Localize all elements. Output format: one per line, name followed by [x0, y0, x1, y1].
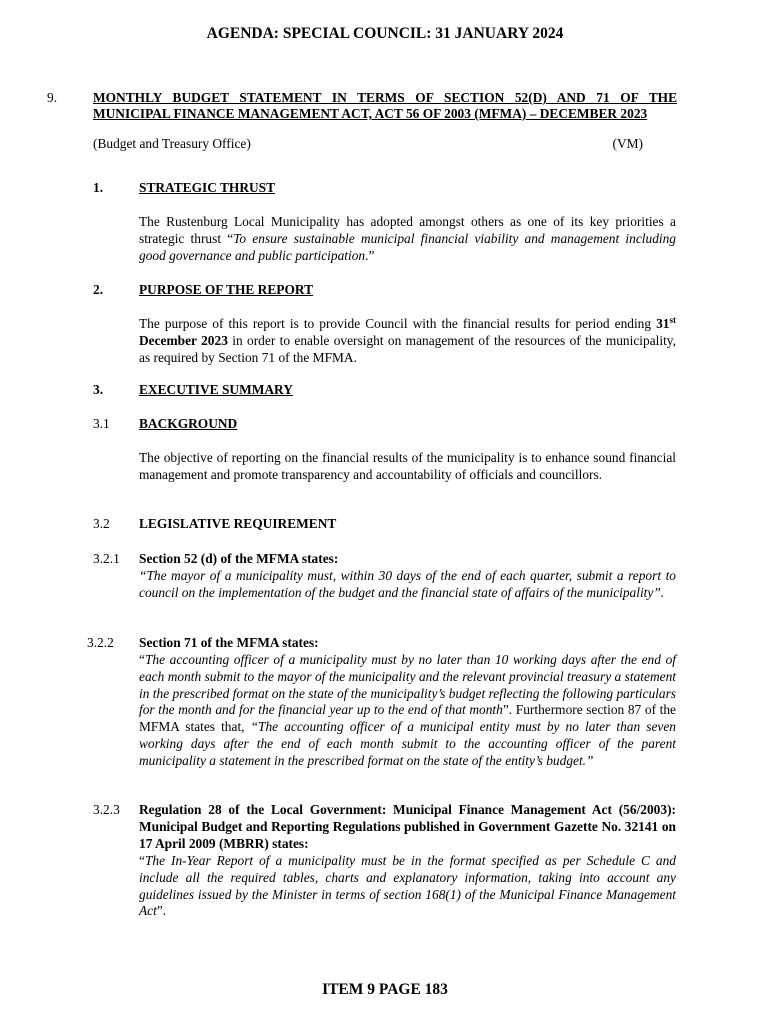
initials: (VM) [612, 136, 643, 151]
item-number: 9. [47, 90, 58, 105]
section-3-2-2-quote: “The accounting officer of a municipality must by no later than 10 working days after the end of each month submit to the mayor of the municipality and the relevant provincial treasury a statement in the prescribed format on the state of the municipality’s budget reflecting the following particulars for the month and for the financial year up to the end of that month”. Furthermore section 87 of the MFMA states that, “The accounting officer of a municipal entity must by no later than seven working days after the end of each month submit to the accounting officer of the parent municipality a statement in the prescribed format on the state of the entity’s budget.” [139, 652, 677, 768]
section-3-2-3-quote: “The In-Year Report of a municipality must be in the format specified as per Schedule C and include all the required tables, charts and explanatory information, taking into account any guidelines issued by the Minister in terms of section 168(1) of the Municipal Finance Management Act”. [139, 853, 676, 919]
section-3-2-3-heading: Regulation 28 of the Local Government: Municipal Finance Management Act (56/2003): Municipal Budget and Reporting Regulations published in Government Gazette No. 32141 on 17 April 2009 (MBRR) states: [139, 802, 676, 851]
section-1-text: The Rustenburg Local Municipality has adopted amongst others as one of its key priorities a strategic thrust “To ensure sustainable municipal financial viability and management including good governance and public participation.” [139, 214, 676, 263]
item-subtitle [93, 136, 643, 153]
section-3-1-text: The objective of reporting on the financial results of the municipality is to enhance sound financial management and promote transparency and accountability of officials and councillors. [139, 450, 676, 482]
section-3-2-2-heading: Section 71 of the MFMA states: [139, 635, 319, 650]
section-3-2-2-number: 3.2.2 [87, 635, 114, 650]
section-3-1-number: 3.1 [93, 416, 110, 431]
section-2-heading: PURPOSE OF THE REPORT [139, 282, 313, 297]
page-footer: ITEM 9 PAGE 183 [322, 981, 448, 998]
section-3-heading: EXECUTIVE SUMMARY [139, 382, 293, 397]
section-3-2-heading: LEGISLATIVE REQUIREMENT [139, 516, 337, 531]
section-3-2-number: 3.2 [93, 516, 110, 531]
section-1-number: 1. [93, 180, 104, 195]
section-3-2-3-number: 3.2.3 [93, 802, 120, 817]
item-title: MONTHLY BUDGET STATEMENT IN TERMS OF SECTION 52(D) AND 71 OF THE MUNICIPAL FINANCE MANAGEMENT ACT, ACT 56 OF 2003 (MFMA) – DECEMBER 2023 [93, 90, 677, 121]
section-3-number: 3. [93, 382, 104, 397]
section-1-heading: STRATEGIC THRUST [139, 180, 276, 195]
department: (Budget and Treasury Office) [93, 136, 251, 151]
page-header: AGENDA: SPECIAL COUNCIL: 31 JANUARY 2024 [206, 25, 564, 42]
section-2-text: The purpose of this report is to provide Council with the financial results for period ending 31st December 2023 in order to enable oversight on management of the resources of the municipality, as required by Section 71 of the MFMA. [139, 315, 676, 365]
section-3-2-1-number: 3.2.1 [93, 551, 120, 566]
section-3-2-1-heading: Section 52 (d) of the MFMA states: [139, 551, 339, 566]
section-3-1-heading: BACKGROUND [139, 416, 238, 431]
section-3-2-1-quote: “The mayor of a municipality must, within 30 days of the end of each quarter, submit a report to council on the implementation of the budget and the financial state of affairs of the municipality”. [139, 568, 676, 600]
section-2-number: 2. [93, 282, 104, 297]
